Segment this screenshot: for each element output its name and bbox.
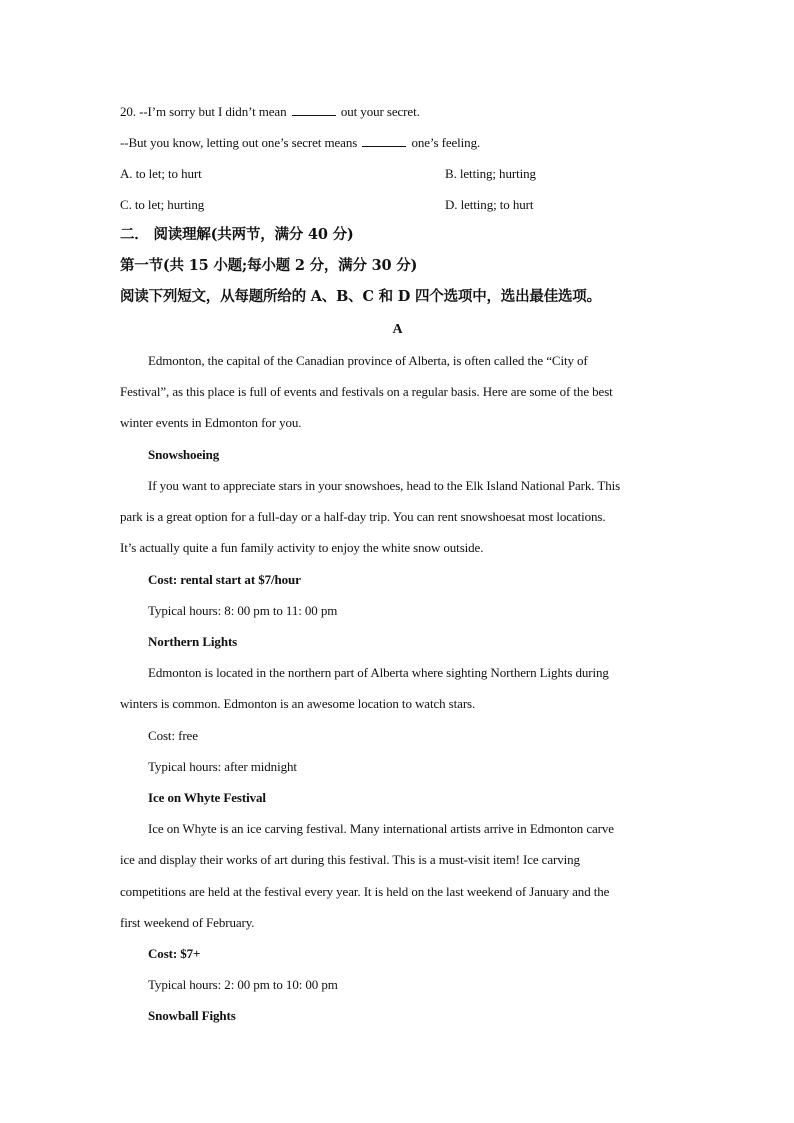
option-a: A. to let; to hurt xyxy=(120,166,202,181)
intro-line: winter events in Edmonton for you. xyxy=(120,415,302,430)
ice-on-whyte-hours: Typical hours: 2: 00 pm to 10: 00 pm xyxy=(148,977,338,992)
section-title-ice-on-whyte: Ice on Whyte Festival xyxy=(148,790,266,805)
option-d: D. letting; to hurt xyxy=(445,197,534,212)
answer-blank-1 xyxy=(292,104,336,116)
intro-line: Festival”, as this place is full of events and festivals on a regular basis. Here are some of the best xyxy=(120,384,613,399)
northern-lights-hours: Typical hours: after midnight xyxy=(148,759,297,774)
sub-heading: 第一节(共 15 小题;每小题 2 分，满分 30 分) xyxy=(120,257,418,274)
ice-on-whyte-body-line: competitions are held at the festival every year. It is held on the last weekend of January and the xyxy=(120,884,610,899)
passage-label: A xyxy=(392,322,403,337)
section-title-snowshoeing: Snowshoeing xyxy=(148,447,220,462)
intro-line: Edmonton, the capital of the Canadian province of Alberta, is often called the “City of xyxy=(148,353,588,368)
question-20-stem-b: out your secret. xyxy=(340,104,420,119)
snowshoeing-body-line: park is a great option for a full-day or a half-day trip. You can rent snowshoesat most locations. xyxy=(120,509,606,524)
section-title-snowball-fights: Snowball Fights xyxy=(148,1008,236,1023)
answer-blank-2 xyxy=(362,135,406,147)
part-heading: 二． 阅读理解(共两节，满分 40 分) xyxy=(120,226,354,243)
ice-on-whyte-body-line: first weekend of February. xyxy=(120,915,255,930)
snowshoeing-cost: Cost: rental start at $7/hour xyxy=(148,572,301,587)
question-20-stem-a: 20. --I’m sorry but I didn’t mean xyxy=(120,104,287,119)
section-title-northern-lights: Northern Lights xyxy=(148,634,238,649)
option-b: B. letting; hurting xyxy=(445,166,536,181)
question-20-line-1 xyxy=(120,104,675,120)
option-c: C. to let; hurting xyxy=(120,197,205,212)
ice-on-whyte-cost: Cost: $7+ xyxy=(148,946,201,961)
instruction: 阅读下列短文，从每题所给的 A、B、C 和 D 四个选项中，选出最佳选项。 xyxy=(120,288,601,305)
snowshoeing-body-line: It’s actually quite a fun family activity to enjoy the white snow outside. xyxy=(120,540,484,555)
northern-lights-cost: Cost: free xyxy=(148,728,198,743)
snowshoeing-hours: Typical hours: 8: 00 pm to 11: 00 pm xyxy=(148,603,338,618)
northern-lights-body-line: Edmonton is located in the northern part of Alberta where sighting Northern Lights during xyxy=(148,665,609,680)
northern-lights-body-line: winters is common. Edmonton is an awesome location to watch stars. xyxy=(120,696,476,711)
question-20-reply-b: one’s feeling. xyxy=(411,135,481,150)
ice-on-whyte-body-line: Ice on Whyte is an ice carving festival. Many international artists arrive in Edmonton carve xyxy=(148,821,614,836)
snowshoeing-body-line: If you want to appreciate stars in your snowshoes, head to the Elk Island National Park. This xyxy=(148,478,621,493)
question-20-line-2 xyxy=(120,135,675,151)
question-20-reply-a: --But you know, letting out one’s secret means xyxy=(120,135,358,150)
ice-on-whyte-body-line: ice and display their works of art during this festival. This is a must-visit item! Ice carving xyxy=(120,852,580,867)
